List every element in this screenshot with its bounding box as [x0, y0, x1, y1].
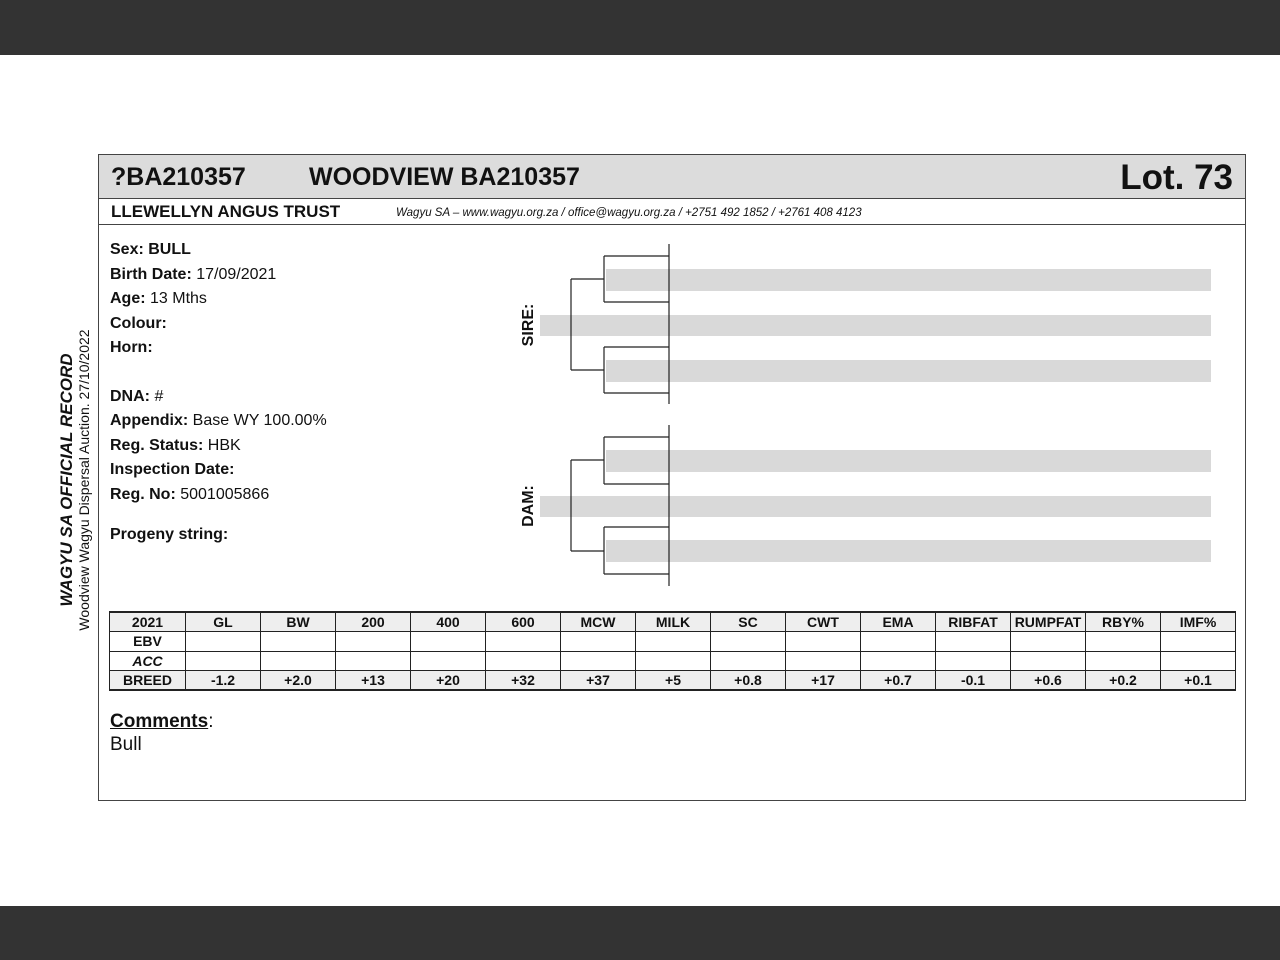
ebv-cell — [336, 651, 411, 671]
ebv-column-header: 400 — [411, 612, 486, 632]
ebv-cell — [186, 632, 261, 652]
ebv-cell — [411, 651, 486, 671]
ebv-cell: +32 — [486, 671, 561, 691]
ebv-cell — [411, 632, 486, 652]
dam-sire-bar — [606, 450, 1211, 472]
lot-number: Lot. 73 — [1120, 158, 1233, 197]
appendix-row: Appendix: Base WY 100.00% — [110, 412, 327, 429]
ebv-cell: +2.0 — [261, 671, 336, 691]
ebv-cell — [186, 651, 261, 671]
ebv-row-acc — [110, 651, 1236, 671]
ebv-cell: +20 — [411, 671, 486, 691]
ebv-cell: +5 — [636, 671, 711, 691]
ebv-cell — [936, 651, 1011, 671]
ebv-cell — [336, 632, 411, 652]
reg-no-row: Reg. No: 5001005866 — [110, 485, 270, 503]
ebv-row-label: BREED — [110, 671, 186, 691]
ebv-row-label: EBV — [110, 632, 186, 652]
animal-record-card — [98, 154, 1246, 801]
progeny-string-row: Progeny string: — [110, 526, 229, 543]
ebv-cell — [1161, 632, 1236, 652]
birth-date-row: Birth Date: 17/09/2021 — [110, 265, 277, 283]
ebv-cell: -0.1 — [936, 671, 1011, 691]
ebv-cell: +17 — [786, 671, 861, 691]
bottom-dark-bar — [0, 906, 1280, 960]
comments-text: Bull — [110, 734, 142, 755]
ebv-cell — [261, 632, 336, 652]
ebv-cell — [786, 632, 861, 652]
ebv-column-header: RIBFAT — [936, 612, 1011, 632]
ebv-cell — [1161, 651, 1236, 671]
ebv-column-header: EMA — [861, 612, 936, 632]
ebv-cell — [636, 651, 711, 671]
ebv-cell — [636, 632, 711, 652]
ebv-cell — [936, 632, 1011, 652]
ebv-column-header: MILK — [636, 612, 711, 632]
side-watermark — [58, 320, 100, 640]
ebv-column-header: RUMPFAT — [1011, 612, 1086, 632]
colour-row: Colour: — [110, 314, 167, 332]
sire-label: SIRE: — [520, 303, 537, 347]
ebv-table — [109, 611, 1236, 691]
pedigree-lines — [571, 244, 669, 586]
ebv-cell — [1011, 632, 1086, 652]
dam-label: DAM: — [520, 485, 537, 527]
breeder-name: LLEWELLYN ANGUS TRUST — [111, 202, 341, 221]
ebv-cell: +0.6 — [1011, 671, 1086, 691]
sire-bar — [540, 315, 1211, 336]
contact-info: Wagyu SA – www.wagyu.org.za / office@wagyu.org.za / +2751 492 1852 / +2761 408 4123 — [396, 207, 862, 219]
ebv-cell — [711, 651, 786, 671]
ebv-cell — [561, 632, 636, 652]
pedigree-chart — [99, 155, 1245, 605]
top-dark-bar — [0, 0, 1280, 55]
ebv-row-ebv — [110, 632, 1236, 652]
animal-name: WOODVIEW BA210357 — [309, 163, 580, 191]
ebv-column-header: SC — [711, 612, 786, 632]
age-row: Age: 13 Mths — [110, 290, 207, 307]
reg-status-row: Reg. Status: HBK — [110, 436, 241, 454]
ebv-cell — [1086, 632, 1161, 652]
ebv-cell: +37 — [561, 671, 636, 691]
sex-row: Sex: BULL — [110, 241, 191, 258]
ebv-column-header: 200 — [336, 612, 411, 632]
dna-row: DNA: # — [110, 387, 164, 405]
dam-dam-bar — [606, 540, 1211, 562]
ebv-cell — [861, 651, 936, 671]
ebv-cell: +0.7 — [861, 671, 936, 691]
ebv-cell: +0.8 — [711, 671, 786, 691]
ebv-column-header: BW — [261, 612, 336, 632]
ebv-column-header: IMF% — [1161, 612, 1236, 632]
sire-sire-bar — [606, 269, 1211, 291]
ebv-column-header: CWT — [786, 612, 861, 632]
ebv-cell — [861, 632, 936, 652]
official-record-label: WAGYU SA OFFICIAL RECORD — [57, 353, 76, 607]
ebv-row-label: ACC — [110, 651, 186, 671]
ebv-column-header: 600 — [486, 612, 561, 632]
ebv-cell: +13 — [336, 671, 411, 691]
registration-id: ?BA210357 — [111, 163, 246, 191]
ebv-column-header: GL — [186, 612, 261, 632]
pedigree-name-bars — [540, 269, 1211, 562]
ebv-cell — [261, 651, 336, 671]
ebv-header-row — [110, 612, 1236, 632]
ebv-cell: -1.2 — [186, 671, 261, 691]
ebv-cell — [1086, 651, 1161, 671]
ebv-column-header: MCW — [561, 612, 636, 632]
sire-dam-bar — [606, 360, 1211, 382]
ebv-cell: +0.2 — [1086, 671, 1161, 691]
ebv-cell — [711, 632, 786, 652]
inspection-date-row: Inspection Date: — [110, 461, 235, 478]
ebv-column-header: RBY% — [1086, 612, 1161, 632]
ebv-cell — [486, 651, 561, 671]
horn-row: Horn: — [110, 339, 153, 356]
ebv-cell: +0.1 — [1161, 671, 1236, 691]
ebv-cell — [561, 651, 636, 671]
ebv-column-header: 2021 — [110, 612, 186, 632]
ebv-cell — [786, 651, 861, 671]
ebv-row-breed — [110, 671, 1236, 691]
comments-heading: Comments: — [110, 711, 214, 732]
ebv-cell — [486, 632, 561, 652]
auction-label: Woodview Wagyu Dispersal Auction. 27/10/2022 — [75, 329, 92, 631]
dam-bar — [540, 496, 1211, 517]
ebv-cell — [1011, 651, 1086, 671]
